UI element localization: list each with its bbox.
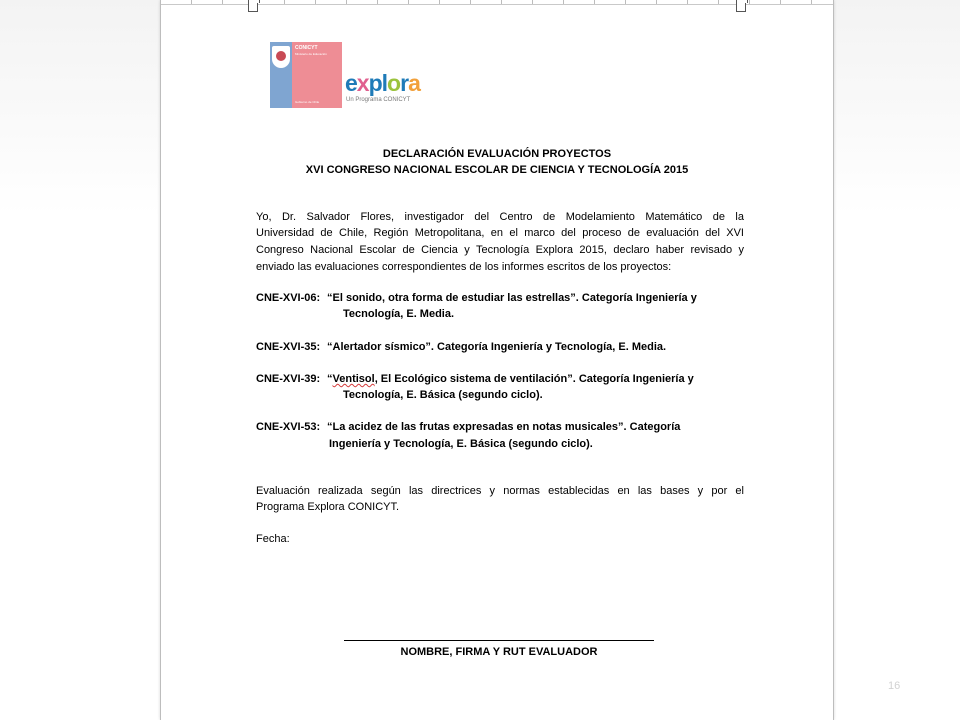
conicyt-logo-name: CONICYT (295, 45, 318, 51)
image-resize-handle-left[interactable] (248, 2, 258, 12)
slide-page-number: 16 (888, 680, 901, 692)
intro-line: Congreso Nacional Escolar de Ciencia y Tecnología Explora 2015, declaro haber revisado y (256, 244, 744, 256)
project-category: Tecnología, E. Media. (343, 308, 455, 320)
document-page (160, 0, 834, 720)
explora-logo-part: a (408, 70, 420, 96)
project-category: Tecnología, E. Básica (segundo ciclo). (343, 389, 543, 401)
spelling-flag-word[interactable]: Ventisol (332, 373, 375, 385)
project-category: Ingeniería y Tecnología, E. Básica (segundo ciclo). (329, 438, 593, 450)
explora-logo-part: pl (368, 70, 388, 96)
conicyt-logo-band (270, 42, 292, 108)
closing-line: Evaluación realizada según las directrices y normas establecidas en las bases y por el (256, 485, 744, 497)
ruler (161, 0, 833, 5)
signature-line (344, 640, 654, 641)
conicyt-logo (270, 42, 342, 108)
signature-label: NOMBRE, FIRMA Y RUT EVALUADOR (400, 646, 598, 658)
intro-line: Universidad de Chile, Región Metropolitana, en el marco del proceso de evaluación del XVI (256, 227, 744, 239)
conicyt-logo-gov: Gobierno de Chile (295, 100, 320, 104)
closing-line: Programa Explora CONICYT. (256, 501, 400, 513)
project-title-quote: “ (327, 373, 333, 385)
fecha-label: Fecha: (256, 533, 290, 545)
document-subtitle: XVI CONGRESO NACIONAL ESCOLAR DE CIENCIA Y TECNOLOGÍA 2015 (305, 164, 689, 176)
intro-line: Yo, Dr. Salvador Flores, investigador del Centro de Modelamiento Matemático de la (256, 211, 744, 223)
project-code: CNE-XVI-39: (256, 373, 321, 385)
explora-logo-part: e (345, 70, 357, 96)
project-code: CNE-XVI-35: (256, 341, 321, 353)
explora-logo (345, 72, 420, 95)
explora-logo-subtitle: Un Programa CONICYT (346, 97, 411, 103)
project-title: “La acidez de las frutas expresadas en notas musicales”. Categoría (327, 421, 681, 433)
project-title: “Alertador sísmico”. Categoría Ingeniería y Tecnología, E. Media. (327, 341, 667, 353)
document-title: DECLARACIÓN EVALUACIÓN PROYECTOS (382, 148, 612, 160)
shield-icon (272, 46, 290, 68)
project-title (327, 374, 694, 385)
explora-logo-part: o (387, 70, 401, 96)
intro-line: enviado las evaluaciones correspondientes de los informes escritos de los proyectos: (256, 261, 672, 273)
image-resize-handle-right[interactable] (736, 2, 746, 12)
project-code: CNE-XVI-06: (256, 292, 321, 304)
project-title: “El sonido, otra forma de estudiar las estrellas”. Categoría Ingeniería y (327, 292, 697, 304)
explora-logo-part: r (400, 70, 409, 96)
project-code: CNE-XVI-53: (256, 421, 321, 433)
explora-logo-part: x (356, 70, 369, 96)
project-title-rest: , El Ecológico sistema de ventilación”. Categoría Ingeniería y (374, 373, 694, 385)
conicyt-logo-subtitle: Ministerio de Educación (295, 52, 327, 56)
